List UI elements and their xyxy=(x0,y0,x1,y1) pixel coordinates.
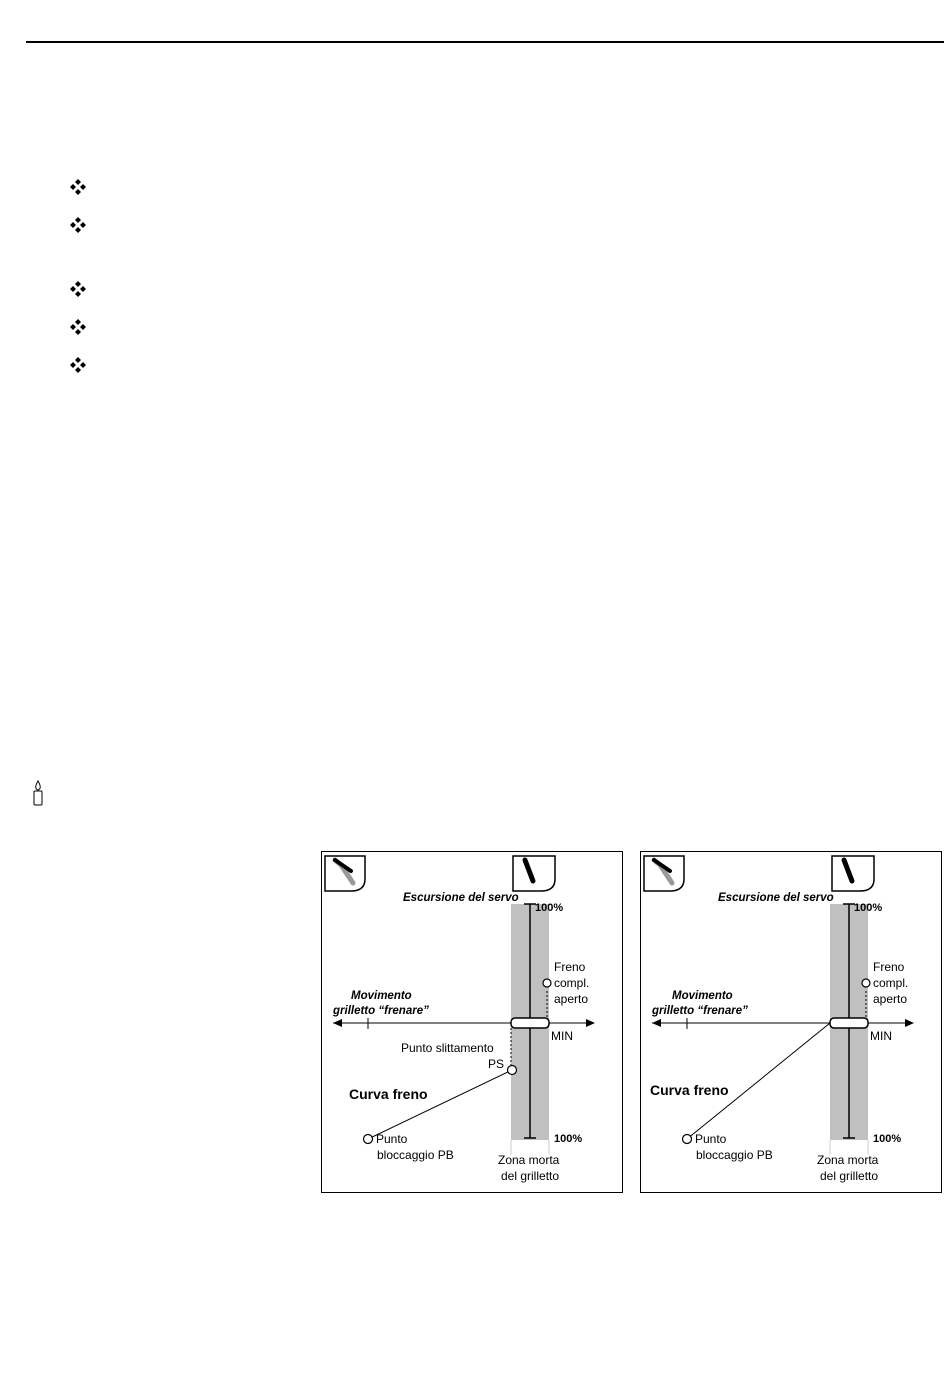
slip-abbr-label: PS xyxy=(488,1057,505,1071)
diamond-bullet-icon xyxy=(68,317,88,337)
transmitter-stick-icon xyxy=(832,856,874,891)
block-point xyxy=(683,1135,692,1144)
diamond-bullet-icon xyxy=(68,355,88,375)
freno-label-line3: aperto xyxy=(873,992,908,1006)
servo-travel-label: Escursione del servo xyxy=(403,892,519,904)
slip-label: Punto slittamento xyxy=(401,1041,494,1055)
movement-label-line1: Movimento xyxy=(351,990,412,1002)
brake-curve-figure-1 xyxy=(321,851,623,1193)
freno-label-line2: compl. xyxy=(554,976,590,990)
diamond-bullet-icon xyxy=(68,279,88,299)
curve-label: Curva freno xyxy=(650,1082,729,1098)
diamond-bullet-icon xyxy=(68,177,88,197)
diamond-bullet-icon xyxy=(68,215,88,235)
dead-zone-label-line2: del grilletto xyxy=(501,1169,560,1183)
dead-zone-label-line1: Zona morta xyxy=(817,1153,879,1167)
block-label-line2: bloccaggio PB xyxy=(377,1148,454,1162)
transmitter-stick-icon xyxy=(513,856,555,891)
movement-label-line1: Movimento xyxy=(672,990,733,1002)
freno-label-line3: aperto xyxy=(554,992,589,1006)
movement-label-line2: grilletto “frenare” xyxy=(652,1005,748,1017)
block-label-line1: Punto xyxy=(695,1132,727,1146)
slip-point xyxy=(508,1066,517,1075)
top-percent-label: 100% xyxy=(535,902,564,914)
freno-open-point xyxy=(862,979,870,987)
bottom-percent-label: 100% xyxy=(873,1133,902,1145)
freno-label-line1: Freno xyxy=(873,960,905,974)
brake-curve-figure-2 xyxy=(640,851,942,1193)
note-candle-icon xyxy=(32,780,44,806)
freno-label-line1: Freno xyxy=(554,960,586,974)
header-rule xyxy=(26,41,944,43)
movement-label-line2: grilletto “frenare” xyxy=(333,1005,429,1017)
bottom-percent-label: 100% xyxy=(554,1133,583,1145)
min-label: MIN xyxy=(551,1029,573,1043)
block-label-line2: bloccaggio PB xyxy=(696,1148,773,1162)
curve-label: Curva freno xyxy=(349,1086,428,1102)
dead-zone-label-line1: Zona morta xyxy=(498,1153,560,1167)
freno-label-line2: compl. xyxy=(873,976,909,990)
transmitter-stick-icon xyxy=(325,856,365,891)
freno-open-point xyxy=(543,979,551,987)
top-percent-label: 100% xyxy=(854,902,883,914)
min-label: MIN xyxy=(870,1029,892,1043)
servo-travel-label: Escursione del servo xyxy=(718,892,834,904)
block-label-line1: Punto xyxy=(376,1132,408,1146)
dead-zone-label-line2: del grilletto xyxy=(820,1169,879,1183)
transmitter-stick-icon xyxy=(644,856,684,891)
block-point xyxy=(364,1135,373,1144)
